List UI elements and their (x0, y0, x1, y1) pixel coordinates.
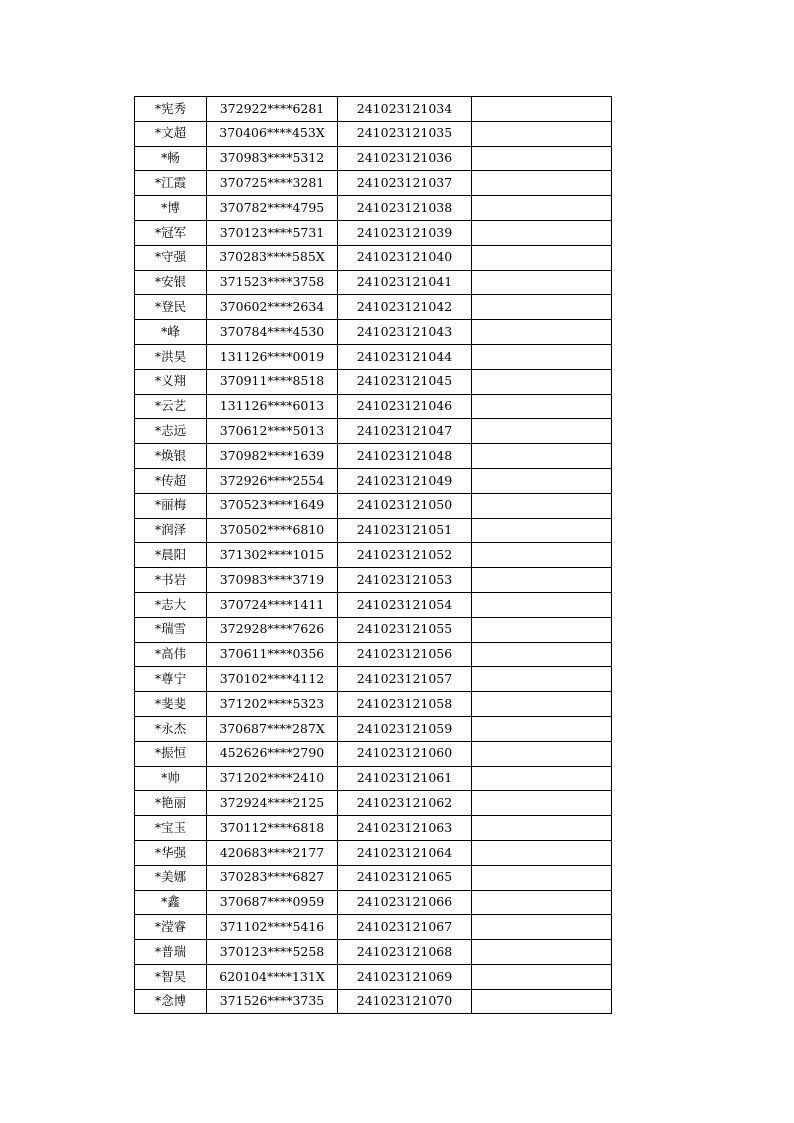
exam-number-cell: 241023121053 (338, 568, 472, 593)
table-row (135, 642, 612, 667)
name-cell: *洪昊 (135, 344, 207, 369)
id-number-cell: 370983****3719 (207, 568, 338, 593)
exam-number-cell: 241023121068 (338, 940, 472, 965)
exam-number-cell: 241023121056 (338, 642, 472, 667)
table-row (135, 444, 612, 469)
remark-cell (472, 369, 612, 394)
table-row (135, 270, 612, 295)
id-number-cell: 370502****6810 (207, 518, 338, 543)
exam-number-cell: 241023121048 (338, 444, 472, 469)
remark-cell (472, 419, 612, 444)
name-cell: *念博 (135, 989, 207, 1014)
remark-cell (472, 97, 612, 122)
id-number-cell: 131126****6013 (207, 394, 338, 419)
table-row (135, 915, 612, 940)
remark-cell (472, 121, 612, 146)
remark-cell (472, 171, 612, 196)
remark-cell (472, 964, 612, 989)
name-cell: *丽梅 (135, 493, 207, 518)
table-row (135, 146, 612, 171)
id-number-cell: 372928****7626 (207, 617, 338, 642)
id-number-cell: 370612****5013 (207, 419, 338, 444)
name-cell: *华强 (135, 840, 207, 865)
id-number-cell: 370782****4795 (207, 196, 338, 221)
exam-number-cell: 241023121051 (338, 518, 472, 543)
name-cell: *鑫 (135, 890, 207, 915)
name-cell: *瑞雪 (135, 617, 207, 642)
name-cell: *云艺 (135, 394, 207, 419)
table-row (135, 816, 612, 841)
exam-number-cell: 241023121062 (338, 791, 472, 816)
remark-cell (472, 444, 612, 469)
id-number-cell: 370112****6818 (207, 816, 338, 841)
name-cell: *滢睿 (135, 915, 207, 940)
table-row (135, 617, 612, 642)
remark-cell (472, 791, 612, 816)
table-row (135, 964, 612, 989)
table-row (135, 419, 612, 444)
name-cell: *晨阳 (135, 543, 207, 568)
exam-number-cell: 241023121039 (338, 220, 472, 245)
table-row (135, 394, 612, 419)
name-cell: *高伟 (135, 642, 207, 667)
remark-cell (472, 840, 612, 865)
exam-number-cell: 241023121044 (338, 344, 472, 369)
name-cell: *宪秀 (135, 97, 207, 122)
remark-cell (472, 890, 612, 915)
name-cell: *宝玉 (135, 816, 207, 841)
name-cell: *博 (135, 196, 207, 221)
table-row (135, 791, 612, 816)
id-number-cell: 371526****3735 (207, 989, 338, 1014)
remark-cell (472, 394, 612, 419)
remark-cell (472, 865, 612, 890)
name-cell: *传超 (135, 468, 207, 493)
table-row (135, 220, 612, 245)
name-cell: *永杰 (135, 716, 207, 741)
table-row (135, 692, 612, 717)
id-number-cell: 371102****5416 (207, 915, 338, 940)
remark-cell (472, 270, 612, 295)
remark-cell (472, 592, 612, 617)
name-cell: *峰 (135, 320, 207, 345)
table-row (135, 543, 612, 568)
table-row (135, 741, 612, 766)
remark-cell (472, 146, 612, 171)
exam-number-cell: 241023121059 (338, 716, 472, 741)
remark-cell (472, 716, 612, 741)
id-number-cell: 371302****1015 (207, 543, 338, 568)
name-cell: *尊宁 (135, 667, 207, 692)
remark-cell (472, 741, 612, 766)
table-row (135, 97, 612, 122)
remark-cell (472, 220, 612, 245)
table-row (135, 493, 612, 518)
id-number-cell: 370983****5312 (207, 146, 338, 171)
table-row (135, 320, 612, 345)
id-number-cell: 370283****6827 (207, 865, 338, 890)
remark-cell (472, 667, 612, 692)
table-row (135, 766, 612, 791)
name-cell: *艳丽 (135, 791, 207, 816)
name-cell: *义翔 (135, 369, 207, 394)
id-number-cell: 372924****2125 (207, 791, 338, 816)
name-cell: *智昊 (135, 964, 207, 989)
table-row (135, 592, 612, 617)
id-number-cell: 370602****2634 (207, 295, 338, 320)
id-number-cell: 370725****3281 (207, 171, 338, 196)
remark-cell (472, 344, 612, 369)
id-number-cell: 370724****1411 (207, 592, 338, 617)
table-row (135, 940, 612, 965)
remark-cell (472, 766, 612, 791)
id-number-cell: 370406****453X (207, 121, 338, 146)
remark-cell (472, 617, 612, 642)
id-number-cell: 620104****131X (207, 964, 338, 989)
table-row (135, 295, 612, 320)
remark-cell (472, 320, 612, 345)
table-row (135, 518, 612, 543)
table-row (135, 865, 612, 890)
exam-number-cell: 241023121057 (338, 667, 472, 692)
remark-cell (472, 518, 612, 543)
id-number-cell: 371202****5323 (207, 692, 338, 717)
id-number-cell: 371202****2410 (207, 766, 338, 791)
exam-number-cell: 241023121066 (338, 890, 472, 915)
id-number-cell: 131126****0019 (207, 344, 338, 369)
name-cell: *守强 (135, 245, 207, 270)
name-cell: *安银 (135, 270, 207, 295)
exam-number-cell: 241023121047 (338, 419, 472, 444)
name-cell: *振恒 (135, 741, 207, 766)
remark-cell (472, 468, 612, 493)
id-number-cell: 370523****1649 (207, 493, 338, 518)
exam-number-cell: 241023121036 (338, 146, 472, 171)
id-number-cell: 371523****3758 (207, 270, 338, 295)
exam-number-cell: 241023121034 (338, 97, 472, 122)
table-row (135, 245, 612, 270)
remark-cell (472, 295, 612, 320)
exam-number-cell: 241023121038 (338, 196, 472, 221)
table-row (135, 171, 612, 196)
roster-table (134, 96, 612, 1014)
table-row (135, 568, 612, 593)
exam-number-cell: 241023121063 (338, 816, 472, 841)
id-number-cell: 370102****4112 (207, 667, 338, 692)
id-number-cell: 370687****287X (207, 716, 338, 741)
exam-number-cell: 241023121054 (338, 592, 472, 617)
id-number-cell: 370911****8518 (207, 369, 338, 394)
remark-cell (472, 915, 612, 940)
table-row (135, 716, 612, 741)
exam-number-cell: 241023121067 (338, 915, 472, 940)
remark-cell (472, 642, 612, 667)
name-cell: *志大 (135, 592, 207, 617)
table-row (135, 667, 612, 692)
exam-number-cell: 241023121040 (338, 245, 472, 270)
exam-number-cell: 241023121055 (338, 617, 472, 642)
table-row (135, 344, 612, 369)
exam-number-cell: 241023121042 (338, 295, 472, 320)
remark-cell (472, 196, 612, 221)
id-number-cell: 370784****4530 (207, 320, 338, 345)
name-cell: *斐斐 (135, 692, 207, 717)
id-number-cell: 370123****5258 (207, 940, 338, 965)
exam-number-cell: 241023121035 (338, 121, 472, 146)
id-number-cell: 370123****5731 (207, 220, 338, 245)
name-cell: *畅 (135, 146, 207, 171)
remark-cell (472, 493, 612, 518)
id-number-cell: 372922****6281 (207, 97, 338, 122)
name-cell: *冠军 (135, 220, 207, 245)
name-cell: *普瑞 (135, 940, 207, 965)
id-number-cell: 370982****1639 (207, 444, 338, 469)
id-number-cell: 420683****2177 (207, 840, 338, 865)
name-cell: *江霞 (135, 171, 207, 196)
remark-cell (472, 543, 612, 568)
table-row (135, 840, 612, 865)
exam-number-cell: 241023121041 (338, 270, 472, 295)
exam-number-cell: 241023121065 (338, 865, 472, 890)
exam-number-cell: 241023121061 (338, 766, 472, 791)
name-cell: *美娜 (135, 865, 207, 890)
roster-table-body (135, 97, 612, 1014)
table-row (135, 468, 612, 493)
name-cell: *文超 (135, 121, 207, 146)
table-row (135, 369, 612, 394)
remark-cell (472, 568, 612, 593)
id-number-cell: 370283****585X (207, 245, 338, 270)
exam-number-cell: 241023121043 (338, 320, 472, 345)
exam-number-cell: 241023121052 (338, 543, 472, 568)
exam-number-cell: 241023121064 (338, 840, 472, 865)
exam-number-cell: 241023121046 (338, 394, 472, 419)
id-number-cell: 370611****0356 (207, 642, 338, 667)
name-cell: *书岩 (135, 568, 207, 593)
exam-number-cell: 241023121037 (338, 171, 472, 196)
table-row (135, 196, 612, 221)
id-number-cell: 372926****2554 (207, 468, 338, 493)
table-row (135, 890, 612, 915)
name-cell: *志远 (135, 419, 207, 444)
remark-cell (472, 692, 612, 717)
name-cell: *焕银 (135, 444, 207, 469)
remark-cell (472, 989, 612, 1014)
remark-cell (472, 940, 612, 965)
id-number-cell: 452626****2790 (207, 741, 338, 766)
id-number-cell: 370687****0959 (207, 890, 338, 915)
name-cell: *润泽 (135, 518, 207, 543)
exam-number-cell: 241023121069 (338, 964, 472, 989)
exam-number-cell: 241023121060 (338, 741, 472, 766)
exam-number-cell: 241023121050 (338, 493, 472, 518)
table-row (135, 121, 612, 146)
exam-number-cell: 241023121045 (338, 369, 472, 394)
table-row (135, 989, 612, 1014)
remark-cell (472, 245, 612, 270)
name-cell: *帅 (135, 766, 207, 791)
exam-number-cell: 241023121070 (338, 989, 472, 1014)
remark-cell (472, 816, 612, 841)
exam-number-cell: 241023121049 (338, 468, 472, 493)
exam-number-cell: 241023121058 (338, 692, 472, 717)
name-cell: *登民 (135, 295, 207, 320)
